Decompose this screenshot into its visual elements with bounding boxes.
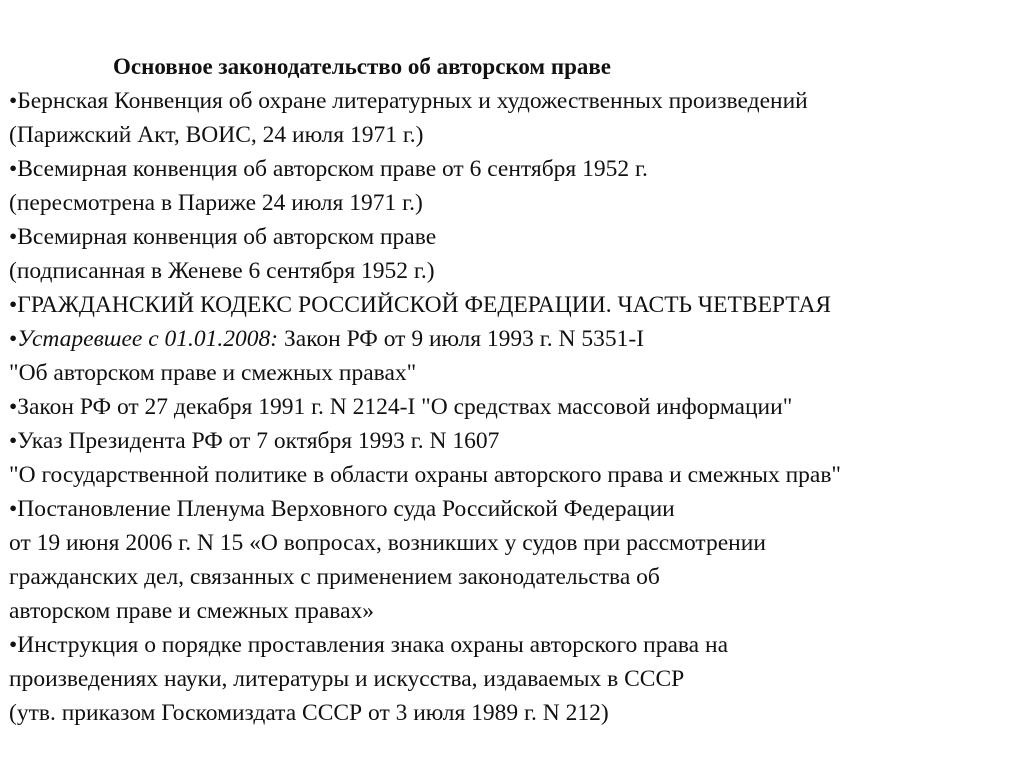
list-item-civil-code-part-four	[9, 288, 1021, 322]
item-line: •Всемирная конвенция об авторском праве	[9, 224, 437, 250]
item-line: •Инструкция о порядке проставления знака охраны авторского права на	[9, 632, 728, 658]
item-line: гражданских дел, связанных с применением законодательства об	[9, 564, 660, 590]
list-item-presidential-decree	[9, 424, 1021, 492]
list-item-universal-convention-geneva	[9, 220, 1021, 288]
page-title: Основное законодательство об авторском праве	[113, 54, 612, 79]
item-line: •Указ Президента РФ от 7 октября 1993 г. N 1607	[9, 428, 500, 454]
item-line	[9, 322, 1021, 356]
item-line: •ГРАЖДАНСКИЙ КОДЕКС РОССИЙСКОЙ ФЕДЕРАЦИИ. ЧАСТЬ ЧЕТВЕРТАЯ	[9, 292, 832, 318]
item-line: •Бернская Конвенция об охране литературных и художественных произведений	[9, 88, 808, 114]
item-line: (подписанная в Женеве 6 сентября 1952 г.)	[9, 258, 435, 284]
list-item-copyright-law-1993	[9, 322, 1021, 390]
item-line: •Всемирная конвенция об авторском праве от 6 сентября 1952 г.	[9, 156, 648, 182]
bullet: •	[9, 326, 18, 352]
list-item-copyright-sign-instruction	[9, 628, 1021, 730]
item-line: от 19 июня 2006 г. N 15 «О вопросах, возникших у судов при рассмотрении	[9, 530, 766, 556]
legislation-list	[9, 84, 1021, 730]
item-line: (Парижский Акт, ВОИС, 24 июля 1971 г.)	[9, 122, 424, 148]
item-line: авторском праве и смежных правах»	[9, 598, 375, 624]
item-line: (утв. приказом Госкомиздата СССР от 3 июля 1989 г. N 212)	[9, 700, 609, 726]
item-line: •Постановление Пленума Верховного суда Российской Федерации	[9, 496, 675, 522]
item-line-rest: Закон РФ от 9 июля 1993 г. N 5351-I	[278, 326, 645, 352]
list-item-supreme-court-resolution	[9, 492, 1021, 628]
obsolete-note: Устаревшее с 01.01.2008:	[17, 326, 279, 352]
item-line: "О государственной политике в области охраны авторского права и смежных прав"	[9, 462, 842, 488]
item-line: "Об авторском праве и смежных правах"	[9, 360, 417, 386]
item-line: произведениях науки, литературы и искусства, издаваемых в СССР	[9, 666, 685, 692]
list-item-universal-convention-1952	[9, 152, 1021, 220]
item-line: •Закон РФ от 27 декабря 1991 г. N 2124-I "О средствах массовой информации"	[9, 394, 793, 420]
list-item-berne-convention	[9, 84, 1021, 152]
list-item-mass-media-law	[9, 390, 1021, 424]
item-line: (пересмотрена в Париже 24 июля 1971 г.)	[9, 190, 423, 216]
